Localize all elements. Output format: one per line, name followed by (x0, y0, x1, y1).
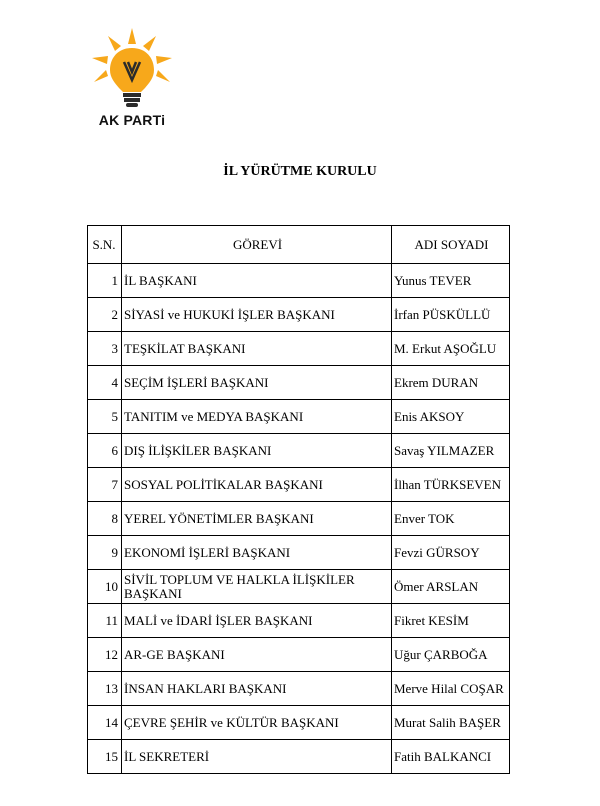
cell-sn: 1 (88, 264, 122, 298)
cell-ad: Merve Hilal COŞAR (392, 672, 510, 706)
table-row (88, 570, 510, 604)
table-row (88, 536, 510, 570)
cell-ad: Fikret KESİM (392, 604, 510, 638)
cell-ad: Yunus TEVER (392, 264, 510, 298)
page-title: İL YÜRÜTME KURULU (223, 164, 377, 179)
cell-gorev: SİVİL TOPLUM VE HALKLA İLİŞKİLER BAŞKANI (122, 570, 392, 604)
cell-sn: 4 (88, 366, 122, 400)
table-row (88, 400, 510, 434)
cell-gorev: İL SEKRETERİ (122, 740, 392, 774)
lightbulb-sun-icon (88, 26, 176, 110)
table-row (88, 604, 510, 638)
table-row (88, 366, 510, 400)
cell-sn: 13 (88, 672, 122, 706)
header-ad: ADI SOYADI (392, 226, 510, 264)
cell-gorev: İNSAN HAKLARI BAŞKANI (122, 672, 392, 706)
cell-gorev: AR-GE BAŞKANI (122, 638, 392, 672)
cell-sn: 11 (88, 604, 122, 638)
table-row (88, 672, 510, 706)
cell-sn: 12 (88, 638, 122, 672)
cell-ad: Fatih BALKANCI (392, 740, 510, 774)
party-logo (88, 26, 176, 136)
cell-ad: M. Erkut AŞOĞLU (392, 332, 510, 366)
table-row (88, 332, 510, 366)
cell-gorev: SEÇİM İŞLERİ BAŞKANI (122, 366, 392, 400)
table-header-row (88, 226, 510, 264)
cell-ad: İrfan PÜSKÜLLÜ (392, 298, 510, 332)
cell-gorev: TANITIM ve MEDYA BAŞKANI (122, 400, 392, 434)
cell-ad: Murat Salih BAŞER (392, 706, 510, 740)
cell-sn: 14 (88, 706, 122, 740)
header-sn: S.N. (88, 226, 122, 264)
table-row (88, 264, 510, 298)
logo-text: AK PARTi (98, 112, 166, 128)
cell-gorev: SİYASİ ve HUKUKİ İŞLER BAŞKANI (122, 298, 392, 332)
cell-gorev: SOSYAL POLİTİKALAR BAŞKANI (122, 468, 392, 502)
cell-ad: İlhan TÜRKSEVEN (392, 468, 510, 502)
cell-sn: 15 (88, 740, 122, 774)
cell-gorev: EKONOMİ İŞLERİ BAŞKANI (122, 536, 392, 570)
cell-gorev: İL BAŞKANI (122, 264, 392, 298)
cell-sn: 5 (88, 400, 122, 434)
cell-sn: 2 (88, 298, 122, 332)
cell-sn: 9 (88, 536, 122, 570)
cell-sn: 10 (88, 570, 122, 604)
table-row (88, 638, 510, 672)
cell-sn: 3 (88, 332, 122, 366)
cell-gorev: TEŞKİLAT BAŞKANI (122, 332, 392, 366)
cell-sn: 8 (88, 502, 122, 536)
cell-ad: Ekrem DURAN (392, 366, 510, 400)
cell-sn: 6 (88, 434, 122, 468)
cell-ad: Enis AKSOY (392, 400, 510, 434)
cell-ad: Uğur ÇARBOĞA (392, 638, 510, 672)
table-row (88, 706, 510, 740)
table-row (88, 468, 510, 502)
cell-gorev: ÇEVRE ŞEHİR ve KÜLTÜR BAŞKANI (122, 706, 392, 740)
cell-ad: Fevzi GÜRSOY (392, 536, 510, 570)
cell-gorev: DIŞ İLİŞKİLER BAŞKANI (122, 434, 392, 468)
committee-table (87, 225, 510, 774)
cell-gorev: YEREL YÖNETİMLER BAŞKANI (122, 502, 392, 536)
table-row (88, 298, 510, 332)
table-row (88, 434, 510, 468)
cell-ad: Savaş YILMAZER (392, 434, 510, 468)
cell-ad: Ömer ARSLAN (392, 570, 510, 604)
cell-ad: Enver TOK (392, 502, 510, 536)
cell-sn: 7 (88, 468, 122, 502)
cell-gorev: MALİ ve İDARİ İŞLER BAŞKANI (122, 604, 392, 638)
table-row (88, 740, 510, 774)
header-gorev: GÖREVİ (122, 226, 392, 264)
table-row (88, 502, 510, 536)
